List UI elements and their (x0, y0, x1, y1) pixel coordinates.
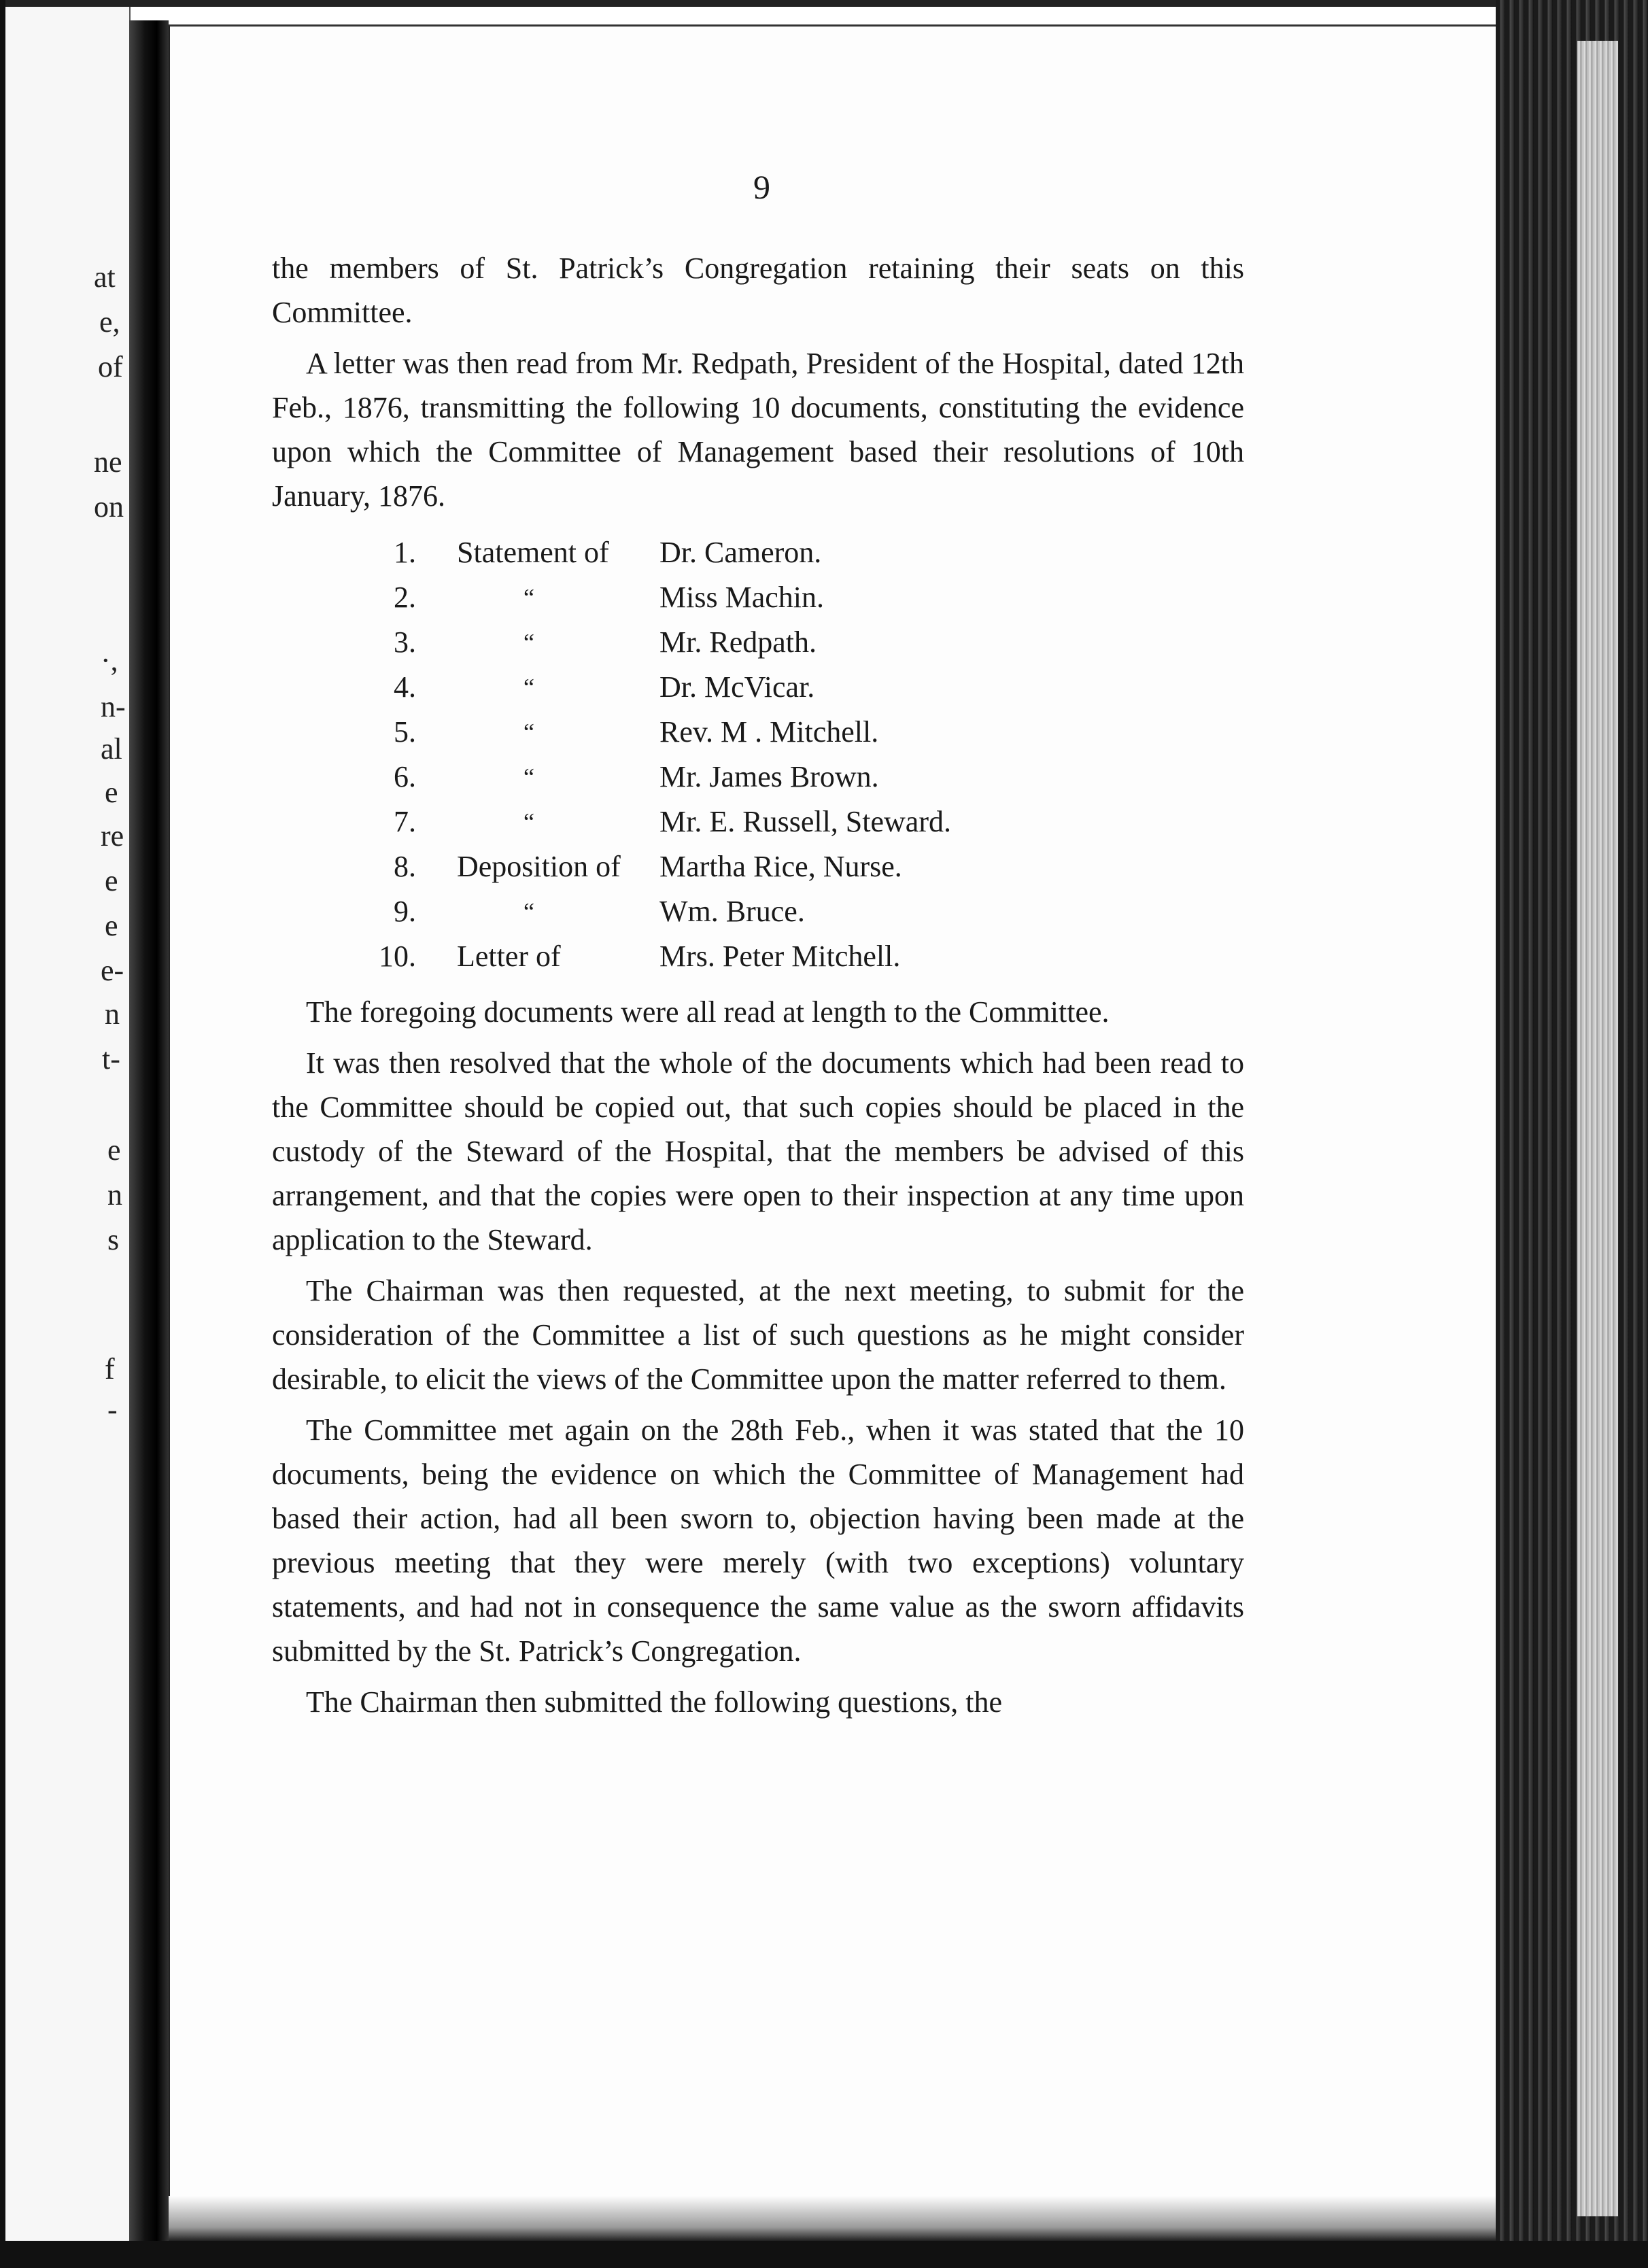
ditto-mark: “ (523, 808, 534, 836)
document-number: 4. (394, 670, 416, 704)
document-item (360, 800, 1108, 844)
document-number: 3. (394, 625, 416, 659)
paragraph-questions: The Chairman then submitted the following questions, the (306, 1685, 1003, 1719)
document-number: 5. (394, 715, 416, 749)
facing-page-fragment: e (105, 909, 118, 942)
document-item (360, 934, 1108, 979)
ditto-mark: “ (523, 584, 534, 611)
ditto-mark: “ (523, 898, 534, 925)
text-block-top (272, 246, 1244, 525)
document-type: Letter of (457, 940, 561, 973)
facing-page-fragment: n (105, 997, 120, 1031)
paragraph-continuation: the members of St. Patrick’s Congregation retaining their seats on this Committee. (272, 252, 1244, 329)
facing-page-fragment: t- (102, 1042, 120, 1076)
document-author: Mr. Redpath. (659, 625, 817, 659)
document-author: Dr. McVicar. (659, 670, 815, 704)
document-author: Mr. James Brown. (659, 760, 879, 793)
document-item (360, 575, 1108, 620)
facing-page-fragment: ·, (101, 644, 118, 677)
document-number: 2. (394, 581, 416, 614)
facing-page-fragment: e (105, 864, 118, 897)
facing-page-fragment: n- (101, 690, 126, 723)
document-item (360, 620, 1108, 665)
paragraph-foregoing: The foregoing documents were all read at length to the Committee. (306, 995, 1110, 1029)
document-number: 10. (379, 940, 416, 973)
document-type: Deposition of (457, 850, 621, 883)
document-author: Mr. E. Russell, Steward. (659, 805, 951, 838)
scan-bottom-edge (0, 2241, 1648, 2268)
document-author: Martha Rice, Nurse. (659, 850, 902, 883)
ditto-mark: “ (523, 763, 534, 791)
document-item (360, 755, 1108, 800)
document-item (360, 665, 1108, 710)
document-number: 8. (394, 850, 416, 883)
document-author: Wm. Bruce. (659, 895, 805, 928)
facing-page-fragment: n (107, 1178, 122, 1212)
facing-page-fragment: of (98, 350, 123, 383)
document-type: Statement of (457, 536, 609, 569)
facing-page-fragment: at (94, 260, 116, 294)
facing-page-fragment: on (94, 490, 124, 523)
ditto-mark: “ (523, 629, 534, 656)
facing-page-fragment: e, (99, 305, 120, 339)
paragraph-resolved: It was then resolved that the whole of the documents which had been read to the Committee should be copied out, that such copies should be placed in the custody of the Steward of the Hospital, that the members be advised of this arrangement, and that the copies were open to their inspection at any time upon application to the Steward. (272, 1046, 1244, 1256)
document-author: Miss Machin. (659, 581, 824, 614)
facing-page-fragment: al (101, 732, 122, 766)
document-number: 7. (394, 805, 416, 838)
document-item (360, 530, 1108, 575)
document-author: Rev. M . Mitchell. (659, 715, 879, 749)
document-item (360, 844, 1108, 889)
ditto-mark: “ (523, 674, 534, 701)
facing-page-fragment: f (105, 1352, 115, 1386)
page-stack-edge (1577, 41, 1618, 2216)
facing-page-edge (5, 7, 131, 2241)
facing-page-fragment: e (107, 1133, 121, 1167)
document-author: Dr. Cameron. (659, 536, 822, 569)
document-number: 6. (394, 760, 416, 793)
document-item (360, 710, 1108, 755)
book-fore-edge (1496, 0, 1648, 2268)
document-item (360, 889, 1108, 934)
ditto-mark: “ (523, 719, 534, 746)
paragraph-committee-met: The Committee met again on the 28th Feb., when it was stated that the 10 documents, being the evidence on which the Committee of Management had based their action, had all been sworn to, objection having been made at the previous meeting that they were merely (with two exceptions) voluntary statements, and had not in consequence the same value as the sworn affidavits submitted by the St. Patrick’s Congregation. (272, 1413, 1244, 1668)
facing-page-fragment: ne (94, 445, 122, 479)
scan-top-edge (0, 0, 1648, 7)
page-number: 9 (753, 168, 770, 206)
document-author: Mrs. Peter Mitchell. (659, 940, 901, 973)
text-block-bottom (272, 990, 1244, 1731)
book-gutter (129, 20, 169, 2244)
documents-list (360, 530, 1108, 979)
paragraph-chairman-request: The Chairman was then requested, at the next meeting, to submit for the consideration of the Committee a list of such questions as he might consider desirable, to elicit the views of the Committee upon the matter referred to them. (272, 1274, 1244, 1396)
facing-page-fragment: - (107, 1393, 118, 1426)
page-bottom-shadow (169, 2196, 1496, 2241)
facing-page-fragment: re (101, 819, 124, 853)
document-number: 9. (394, 895, 416, 928)
scan-left-edge (0, 0, 5, 2268)
paragraph-letter: A letter was then read from Mr. Redpath, President of the Hospital, dated 12th Feb., 1876, transmitting the following 10 documents, constituting the evidence upon which the Committee of Management based their resolutions of 10th January, 1876. (272, 347, 1244, 513)
facing-page-fragment: s (107, 1223, 120, 1256)
document-number: 1. (394, 536, 416, 569)
facing-page-fragment: e (105, 776, 118, 809)
facing-page-fragment: e- (101, 954, 124, 987)
